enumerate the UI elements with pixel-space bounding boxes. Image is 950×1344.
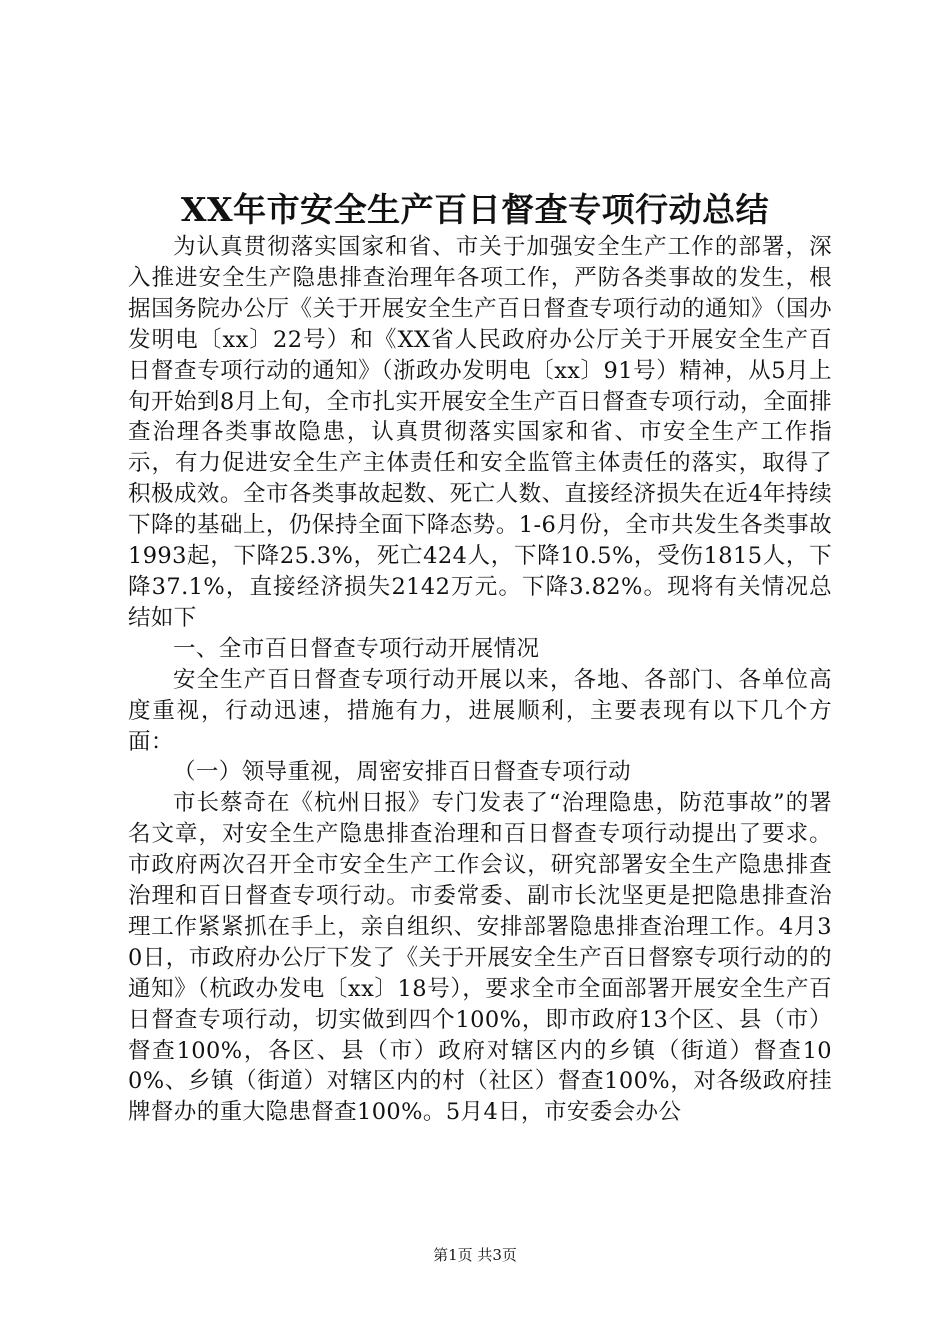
section-1-paragraph: 安全生产百日督查专项行动开展以来，各地、各部门、各单位高度重视，行动迅速，措施有力，进展顺利，主要表现有以下几个方面： (128, 666, 832, 755)
subsection-heading-1: （一）领导重视，周密安排百日督查专项行动 (173, 759, 632, 786)
document-title: XX年市安全生产百日督查专项行动总结 (180, 190, 770, 229)
document-body (128, 232, 832, 1128)
section-heading-1: 一、全市百日督查专项行动开展情况 (173, 635, 540, 662)
subsection-1-paragraph: 市长蔡奇在《杭州日报》专门发表了“治理隐患，防范事故”的署名文章，对安全生产隐患排查治理和百日督查专项行动提出了要求。市政府两次召开全市安全生产工作会议，研究部署安全生产隐患排查治理和百日督查专项行动。市委常委、副市长沈坚更是把隐患排查治理工作紧紧抓在手上，亲自组织、安排部署隐患排查治理工作。4月30日，市政府办公厅下发了《关于开展安全生产百日督察专项行动的的通知》（杭政办发电〔xx〕18号），要求全市全面部署开展安全生产百日督查专项行动，切实做到四个100%，即市政府13个区、县（市）督查100%，各区、县（市）政府对辖区内的乡镇（街道）督查100%、乡镇（街道）对辖区内的村（社区）督查100%，对各级政府挂牌督办的重大隐患督查100%。5月4日，市安委会办公 (128, 790, 832, 1126)
intro-paragraph: 为认真贯彻落实国家和省、市关于加强安全生产工作的部署，深入推进安全生产隐患排查治理年各项工作，严防各类事故的发生，根据国务院办公厅《关于开展安全生产百日督查专项行动的通知》（国办发明电〔xx〕22号）和《XX省人民政府办公厅关于开展安全生产百日督查专项行动的通知》（浙政办发明电〔xx〕91号）精神，从5月上旬开始到8月上旬，全市扎实开展安全生产百日督查专项行动，全面排查治理各类事故隐患，认真贯彻落实国家和省、市安全生产工作指示，有力促进安全生产主体责任和安全监管主体责任的落实，取得了积极成效。全市各类事故起数、死亡人数、直接经济损失在近4年持续下降的基础上，仍保持全面下降态势。1-6月份，全市共发生各类事故1993起，下降25.3%，死亡424人，下降10.5%，受伤1815人，下降37.1%，直接经济损失2142万元。下降3.82%。现将有关情况总结如下 (128, 234, 832, 631)
page-footer: 第1页 共3页 (433, 1246, 517, 1264)
